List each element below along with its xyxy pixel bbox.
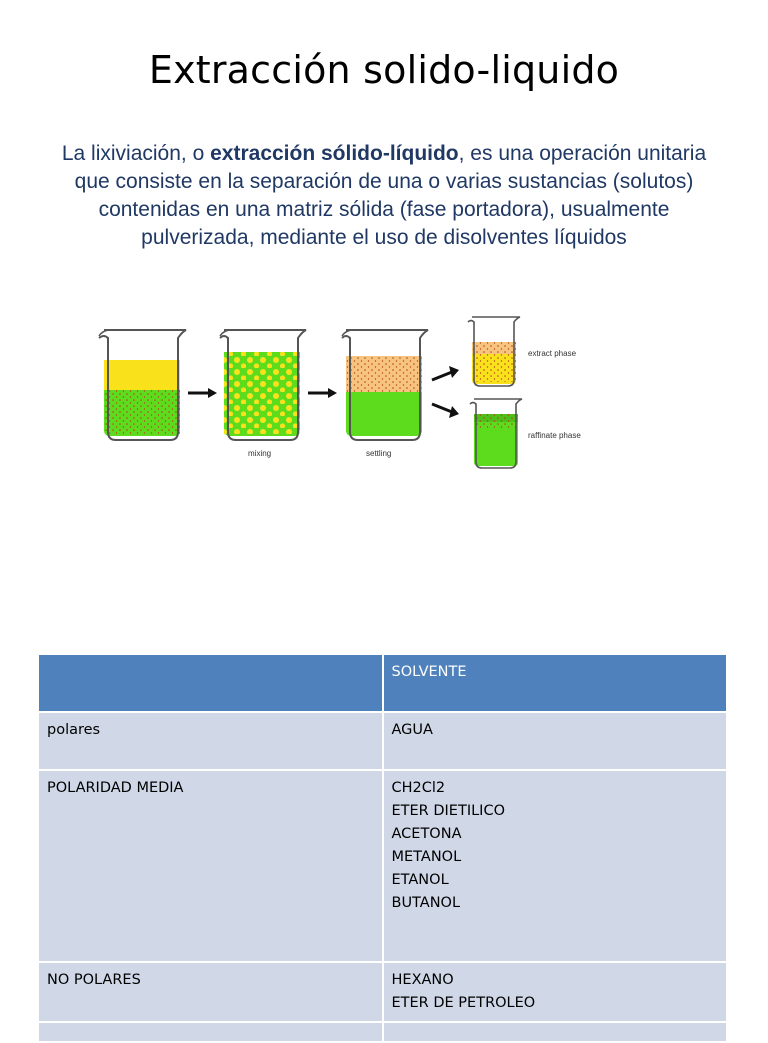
table-header-cell	[38, 654, 383, 712]
solvent-value: METANOL	[391, 849, 462, 865]
beaker-extract	[468, 317, 520, 386]
beaker-mixing	[220, 330, 306, 440]
solvent-value: BUTANOL	[391, 895, 461, 911]
row-label: NO POLARES	[38, 962, 383, 1022]
label-extract-phase: extract phase	[528, 349, 577, 358]
table-row	[38, 1022, 727, 1042]
row-label	[38, 1022, 383, 1042]
solvent-value: HEXANO	[391, 972, 454, 988]
row-values	[383, 712, 728, 770]
table-header-row	[38, 654, 727, 712]
extraction-diagram	[90, 308, 600, 478]
solvent-table	[37, 653, 728, 1043]
solvent-value: CH2Cl2	[391, 780, 446, 796]
arrow-down	[432, 404, 459, 418]
arrow-1	[188, 388, 217, 398]
solvent-value: ACETONA	[391, 826, 462, 842]
row-label: polares	[38, 712, 383, 770]
table-row	[38, 962, 727, 1022]
solvent-value: ETER DIETILICO	[391, 803, 505, 819]
solvent-value: ETER DE PETROLEO	[391, 995, 536, 1011]
intro-paragraph	[52, 140, 716, 252]
intro-suffix: , es una operación unitaria que consiste en la separación de una o varias sustancias (solutos) contenidas en una matriz sólida (fase portadora), usualmente pulverizada, mediante el uso de disolventes líquidos	[74, 142, 707, 249]
row-label: POLARIDAD MEDIA	[38, 770, 383, 962]
row-values	[383, 962, 728, 1022]
row-values	[383, 770, 728, 962]
solvent-value: ETANOL	[391, 872, 449, 888]
beaker-initial	[99, 330, 186, 440]
table-row	[38, 712, 727, 770]
intro-prefix: La lixiviación, o	[61, 142, 211, 165]
label-raffinate-phase: raffinate phase	[528, 431, 581, 440]
solvent-value: AGUA	[391, 722, 433, 738]
label-settling: settling	[366, 449, 392, 458]
slide-title: Extracción solido-liquido	[148, 48, 620, 92]
table-row	[38, 770, 727, 962]
arrow-2	[308, 388, 337, 398]
label-mixing: mixing	[248, 449, 272, 458]
beaker-raffinate	[470, 399, 522, 468]
row-values	[383, 1022, 728, 1042]
intro-bold-term: extracción sólido-líquido	[210, 142, 459, 165]
arrow-up	[432, 366, 459, 380]
beaker-settling	[342, 330, 428, 440]
table-header-cell-solvente: SOLVENTE	[383, 654, 728, 712]
